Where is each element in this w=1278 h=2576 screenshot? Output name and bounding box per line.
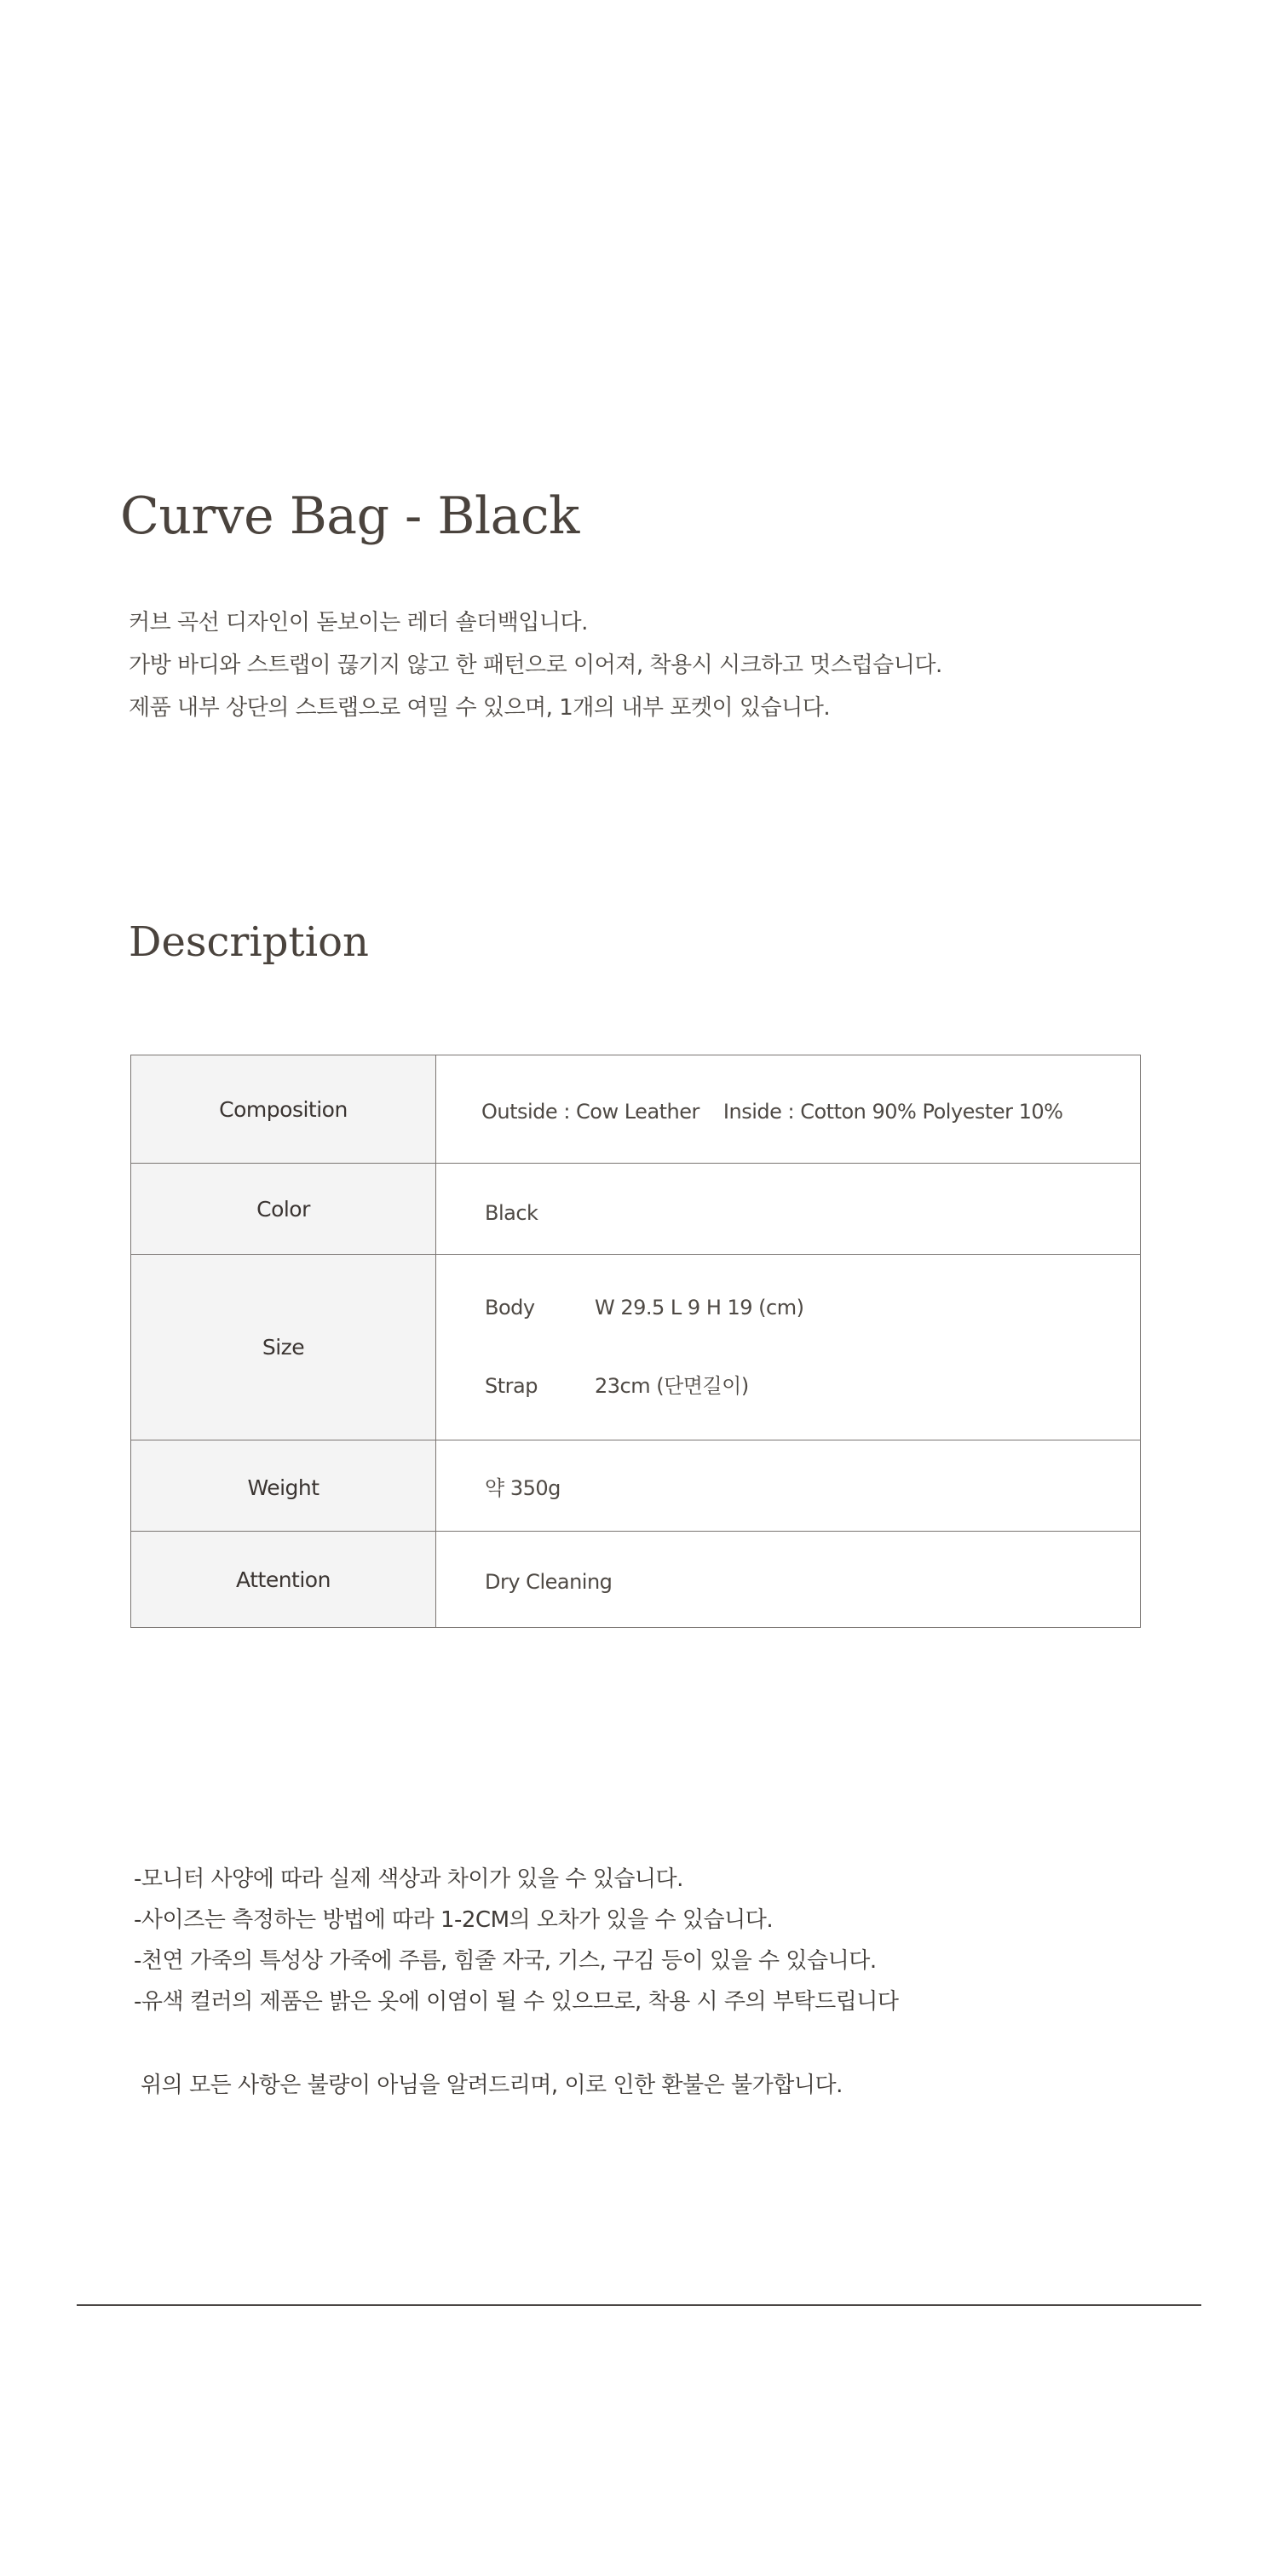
attention-value: Dry Cleaning	[436, 1532, 1141, 1628]
size-strap-label: Strap	[485, 1374, 538, 1398]
composition-label: Composition	[131, 1055, 436, 1164]
note-item: -천연 가죽의 특성상 가죽에 주름, 힘줄 자국, 기스, 구김 등이 있을 수 있습니다.	[134, 1948, 877, 1974]
spec-row-size	[131, 1255, 1141, 1440]
attention-label: Attention	[131, 1532, 436, 1628]
color-value: Black	[436, 1164, 1141, 1255]
note-item: -사이즈는 측정하는 방법에 따라 1-2CM의 오차가 있을 수 있습니다.	[134, 1907, 774, 1933]
intro-line: 가방 바디와 스트랩이 끊기지 않고 한 패턴으로 이어져, 착용시 시크하고 멋스럽습니다.	[129, 653, 942, 678]
refund-disclaimer: 위의 모든 사항은 불량이 아님을 알려드리며, 이로 인한 환불은 불가합니다.	[141, 2073, 843, 2098]
color-label: Color	[131, 1164, 436, 1255]
size-value	[436, 1255, 1141, 1440]
notes-list	[134, 1859, 899, 2022]
note-item: -유색 컬러의 제품은 밝은 옷에 이염이 될 수 있으므로, 착용 시 주의 부탁드립니다	[134, 1989, 899, 2015]
product-intro	[129, 601, 942, 729]
intro-line: 커브 곡선 디자인이 돋보이는 레더 숄더백입니다.	[129, 610, 588, 635]
spec-row-weight	[131, 1440, 1141, 1532]
spec-row-color	[131, 1164, 1141, 1255]
spec-row-attention	[131, 1532, 1141, 1628]
size-body-label: Body	[485, 1296, 535, 1320]
product-title: Curve Bag - Black	[120, 486, 579, 546]
size-body-line	[485, 1296, 1139, 1320]
footer-divider	[77, 2304, 1201, 2306]
composition-inside: Inside : Cotton 90% Polyester 10%	[722, 1099, 1063, 1124]
weight-label: Weight	[131, 1440, 436, 1532]
description-heading: Description	[129, 918, 369, 966]
size-strap-value: 23cm (단면길이)	[595, 1374, 749, 1398]
size-body-value: W 29.5 L 9 H 19 (cm)	[595, 1296, 804, 1320]
note-item: -모니터 사양에 따라 실제 색상과 차이가 있을 수 있습니다.	[134, 1866, 683, 1892]
spec-row-composition	[131, 1055, 1141, 1164]
weight-value: 약 350g	[436, 1440, 1141, 1532]
composition-outside: Outside : Cow Leather	[481, 1099, 699, 1124]
spec-table	[130, 1055, 1141, 1628]
size-strap-line	[485, 1369, 1139, 1399]
intro-line: 제품 내부 상단의 스트랩으로 여밀 수 있으며, 1개의 내부 포켓이 있습니다.	[129, 695, 831, 721]
composition-value	[436, 1055, 1141, 1164]
size-label: Size	[131, 1255, 436, 1440]
